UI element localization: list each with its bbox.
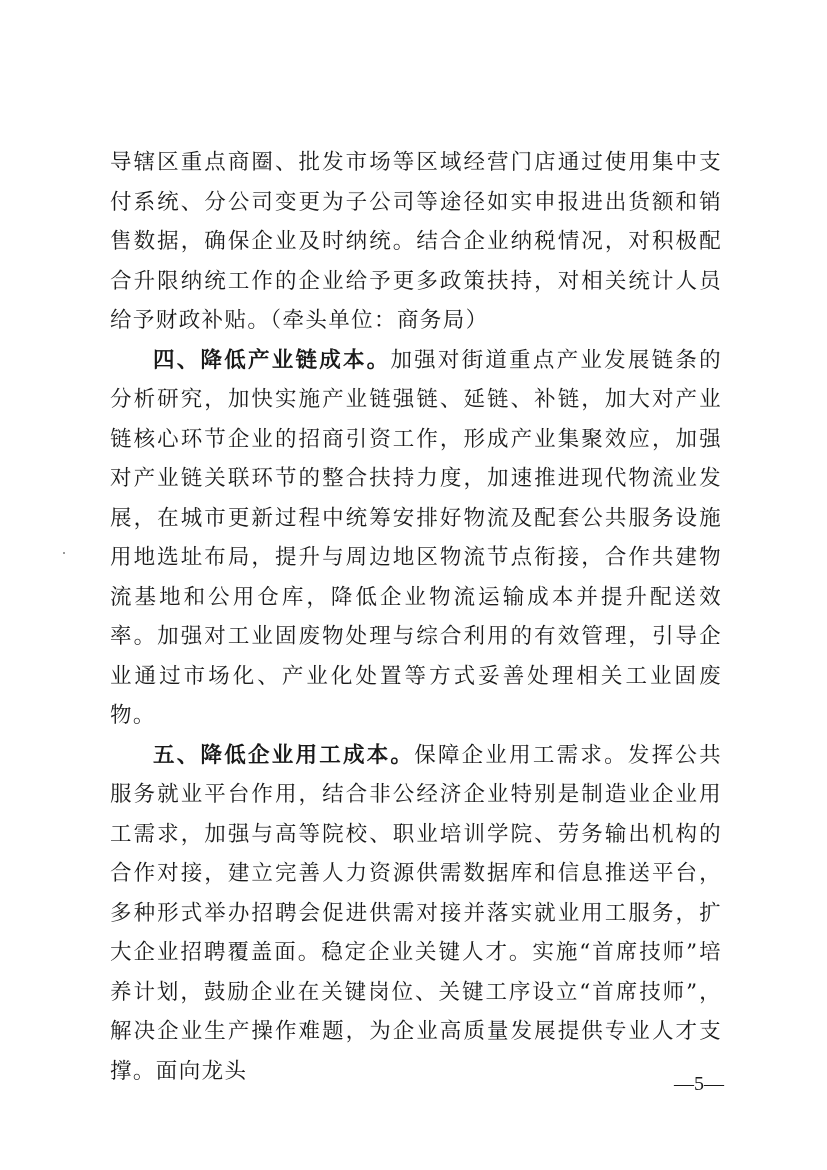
- section-four-heading: 四、降低产业链成本。: [153, 347, 391, 373]
- section-five-text: 保障企业用工需求。发挥公共服务就业平台作用，结合非公经济企业特别是制造业企业用工需求，加强与高等院校、职业培训学院、劳务输出机构的合作对接，建立完善人力资源供需数据库和信息推送平台，多种形式举办招聘会促进供需对接并落实就业用工服务，扩大企业招聘覆盖面。稳定企业关键人才。实施“首席技师”培养计划，鼓励企业在关键岗位、关键工序设立“首席技师”，解决企业生产操作难题，为企业高质量发展提供专业人才支撑。面向龙头: [110, 742, 723, 1084]
- section-five-paragraph: [110, 736, 722, 1092]
- section-five-heading: 五、降低企业用工成本。: [153, 742, 415, 768]
- document-body: [110, 143, 722, 1091]
- scan-speck: [63, 552, 65, 554]
- paragraph-continuation: 导辖区重点商圈、批发市场等区域经营门店通过使用集中支付系统、分公司变更为子公司等途径如实申报进出货额和销售数据，确保企业及时纳统。结合企业纳税情况，对积极配合升限纳统工作的企业给予更多政策扶持，对相关统计人员给予财政补贴。（牵头单位：商务局）: [110, 150, 722, 333]
- section-four-text: 加强对街道重点产业发展链条的分析研究，加快实施产业链强链、延链、补链，加大对产业链核心环节企业的招商引资工作，形成产业集聚效应，加强对产业链关联环节的整合扶持力度，加速推进现代物流业发展，在城市更新过程中统筹安排好物流及配套公共服务设施用地选址布局，提升与周边地区物流节点衔接，合作共建物流基地和公用仓库，降低企业物流运输成本并提升配送效率。加强对工业固废物处理与综合利用的有效管理，引导企业通过市场化、产业化处置等方式妥善处理相关工业固废物。: [110, 347, 722, 728]
- page-number: —5—: [674, 1073, 724, 1095]
- section-four-paragraph: [110, 341, 722, 736]
